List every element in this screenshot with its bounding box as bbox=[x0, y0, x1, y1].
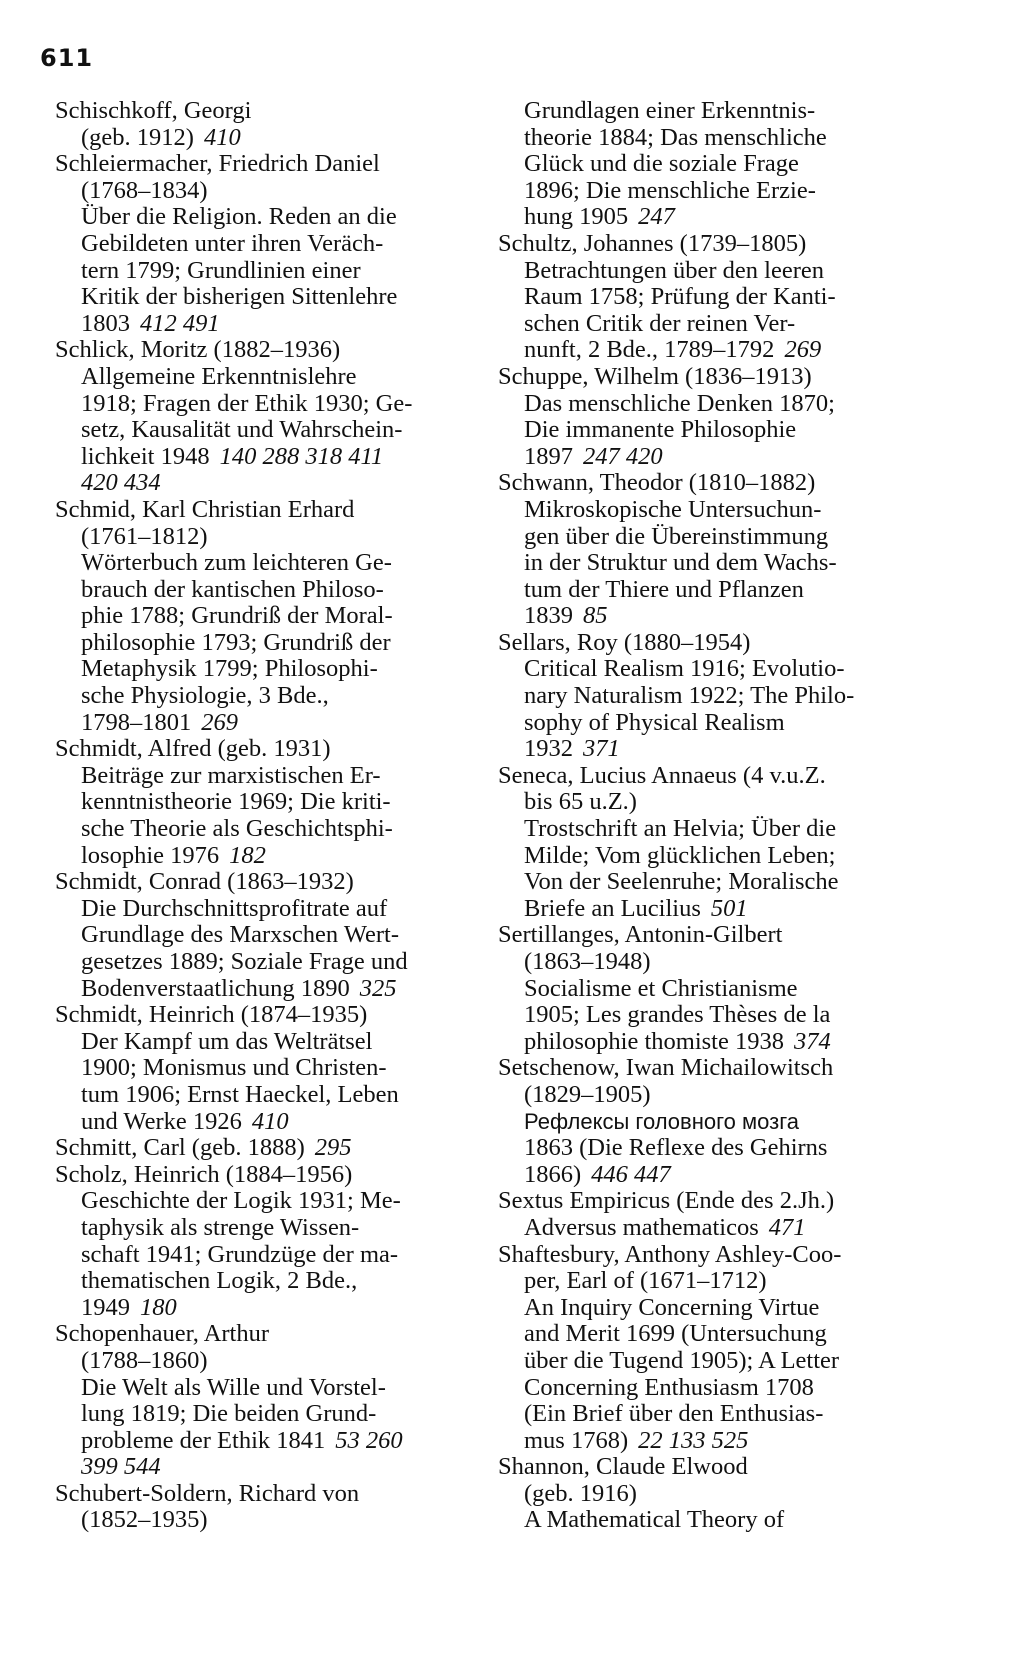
index-subline bbox=[498, 524, 928, 551]
left-column bbox=[55, 98, 495, 1534]
page-references: 53 260 bbox=[335, 1426, 403, 1454]
page-references: 501 bbox=[710, 894, 748, 922]
entry-text: Betrachtungen über den leeren bbox=[524, 256, 824, 284]
index-subline bbox=[498, 391, 928, 418]
index-subline bbox=[498, 204, 928, 231]
entry-text: (1761–1812) bbox=[81, 522, 208, 550]
entry-text: tern 1799; Grundlinien einer bbox=[81, 256, 361, 284]
index-subline bbox=[498, 656, 928, 683]
index-subline bbox=[498, 789, 928, 816]
entry-text: philosophie 1793; Grundriß der bbox=[81, 628, 391, 656]
page-references: 180 bbox=[140, 1293, 177, 1321]
index-entry-heading bbox=[498, 231, 928, 258]
entry-text: Shaftesbury, Anthony Ashley-Coo- bbox=[498, 1240, 842, 1268]
entry-text: 1949 bbox=[81, 1293, 130, 1321]
index-subline bbox=[498, 311, 928, 338]
index-subline bbox=[55, 284, 495, 311]
entry-text: bis 65 u.Z.) bbox=[524, 788, 637, 816]
page-references: 247 bbox=[638, 203, 675, 231]
entry-text: Sextus Empiricus (Ende des 2.Jh.) bbox=[498, 1187, 835, 1215]
entry-text: theorie 1884; Das menschliche bbox=[524, 123, 827, 151]
index-subline bbox=[498, 1428, 928, 1455]
index-subline bbox=[55, 524, 495, 551]
index-subline bbox=[498, 577, 928, 604]
entry-text: 1932 bbox=[524, 735, 573, 763]
entry-text: (geb. 1916) bbox=[524, 1479, 637, 1507]
index-entry-heading bbox=[55, 736, 495, 763]
entry-text: Scholz, Heinrich (1884–1956) bbox=[55, 1160, 353, 1188]
index-subline bbox=[55, 603, 495, 630]
index-subline bbox=[55, 1029, 495, 1056]
index-subline bbox=[55, 1242, 495, 1269]
index-subline bbox=[498, 1348, 928, 1375]
page-references: 471 bbox=[768, 1213, 806, 1241]
index-entry-heading bbox=[498, 1188, 928, 1215]
index-entry-heading bbox=[498, 470, 928, 497]
index-subline bbox=[55, 949, 495, 976]
index-subline bbox=[498, 1295, 928, 1322]
index-subline bbox=[498, 896, 928, 923]
entry-text: sche Physiologie, 3 Bde., bbox=[81, 682, 329, 710]
index-subline bbox=[55, 1055, 495, 1082]
entry-text: (1768–1834) bbox=[81, 176, 208, 204]
page-references: 410 bbox=[203, 123, 241, 151]
index-subline bbox=[55, 843, 495, 870]
entry-text: Trostschrift an Helvia; Über die bbox=[524, 815, 837, 843]
entry-text: Grundlage des Marxschen Wert- bbox=[81, 921, 400, 949]
entry-text: and Merit 1699 (Untersuchung bbox=[524, 1320, 827, 1348]
entry-text: per, Earl of (1671–1712) bbox=[524, 1267, 767, 1295]
entry-text: Socialisme et Christianisme bbox=[524, 974, 798, 1002]
index-entry-heading bbox=[498, 630, 928, 657]
index-subline bbox=[55, 364, 495, 391]
entry-text: (1863–1948) bbox=[524, 948, 651, 975]
index-subline bbox=[55, 1188, 495, 1215]
index-entry-heading bbox=[498, 364, 928, 391]
index-subline bbox=[498, 258, 928, 285]
entry-text: Schuppe, Wilhelm (1836–1913) bbox=[498, 362, 812, 390]
entry-text: Sellars, Roy (1880–1954) bbox=[498, 628, 751, 656]
index-subline bbox=[55, 391, 495, 418]
index-subline bbox=[498, 497, 928, 524]
index-entry-heading bbox=[55, 1481, 495, 1508]
index-subline bbox=[498, 178, 928, 205]
index-subline bbox=[55, 1428, 495, 1455]
page-references: 247 420 bbox=[583, 442, 663, 470]
index-subline bbox=[55, 1215, 495, 1242]
index-subline bbox=[498, 1029, 928, 1056]
index-subline bbox=[55, 550, 495, 577]
entry-text: Milde; Vom glücklichen Leben; bbox=[524, 841, 836, 869]
entry-text: Schubert-Soldern, Richard von bbox=[55, 1479, 360, 1507]
entry-text: Von der Seelenruhe; Moralische bbox=[524, 868, 839, 896]
index-subline bbox=[498, 1481, 928, 1508]
entry-text: An Inquiry Concerning Virtue bbox=[524, 1293, 820, 1321]
entry-text: Die Durchschnittsprofitrate auf bbox=[81, 894, 388, 922]
entry-text: nary Naturalism 1922; The Philo- bbox=[524, 682, 855, 710]
index-subline bbox=[55, 630, 495, 657]
entry-text: hung 1905 bbox=[524, 203, 629, 231]
index-subline bbox=[498, 151, 928, 178]
entry-text: brauch der kantischen Philoso- bbox=[81, 575, 384, 603]
entry-text: 1896; Die menschliche Erzie- bbox=[524, 176, 816, 204]
index-subline bbox=[498, 1215, 928, 1242]
page-references: 410 bbox=[251, 1107, 289, 1135]
index-entry-heading bbox=[498, 763, 928, 790]
entry-text: phie 1788; Grundriß der Moral- bbox=[81, 602, 393, 630]
index-entry-heading bbox=[55, 337, 495, 364]
entry-text: 1866) bbox=[524, 1160, 582, 1188]
index-subline bbox=[498, 337, 928, 364]
entry-text: lichkeit 1948 bbox=[81, 442, 210, 470]
index-subline bbox=[55, 444, 495, 471]
entry-text: Schopenhauer, Arthur bbox=[55, 1320, 270, 1348]
index-entry-heading bbox=[55, 1321, 495, 1348]
entry-text: lung 1819; Die beiden Grund- bbox=[81, 1400, 377, 1428]
entry-text: sophy of Physical Realism bbox=[524, 708, 785, 736]
entry-text: Schmitt, Carl (geb. 1888) bbox=[55, 1134, 305, 1162]
page-references: 374 bbox=[793, 1027, 831, 1055]
index-subline bbox=[55, 1082, 495, 1109]
index-subline bbox=[498, 976, 928, 1003]
index-subline bbox=[498, 710, 928, 737]
entry-text: Kritik der bisherigen Sittenlehre bbox=[81, 283, 398, 311]
index-subline bbox=[55, 922, 495, 949]
index-subline bbox=[55, 896, 495, 923]
entry-text: probleme der Ethik 1841 bbox=[81, 1426, 326, 1454]
index-subline bbox=[498, 603, 928, 630]
entry-text: Die Welt als Wille und Vorstel- bbox=[81, 1373, 386, 1401]
entry-text: (Ein Brief über den Enthusias- bbox=[524, 1400, 824, 1428]
index-subline bbox=[55, 789, 495, 816]
index-subline bbox=[55, 656, 495, 683]
index-subline bbox=[55, 178, 495, 205]
entry-text: Gebildeten unter ihren Veräch- bbox=[81, 229, 384, 257]
index-subline bbox=[498, 736, 928, 763]
index-subline bbox=[498, 417, 928, 444]
index-entry-heading bbox=[55, 98, 495, 125]
entry-text: Allgemeine Erkenntnislehre bbox=[81, 362, 357, 390]
page-number: 611 bbox=[40, 44, 94, 72]
index-entry-heading bbox=[498, 1454, 928, 1481]
entry-text: Concerning Enthusiasm 1708 bbox=[524, 1373, 814, 1401]
index-subline bbox=[498, 1507, 928, 1534]
index-subline bbox=[55, 1348, 495, 1375]
entry-text: 1897 bbox=[524, 442, 573, 470]
entry-text: Рефлексы головного мозга bbox=[524, 1108, 799, 1134]
entry-text: Glück und die soziale Frage bbox=[524, 150, 799, 178]
index-subline bbox=[498, 1082, 928, 1109]
entry-text: 1803 bbox=[81, 309, 130, 337]
index-entry-heading bbox=[55, 1135, 495, 1162]
index-subline bbox=[55, 204, 495, 231]
entry-text: schen Critik der reinen Ver- bbox=[524, 309, 796, 337]
index-subline bbox=[55, 311, 495, 338]
entry-text: Schultz, Johannes (1739–1805) bbox=[498, 229, 807, 257]
entry-text: 1798–1801 bbox=[81, 708, 192, 736]
entry-text: (geb. 1912) bbox=[81, 123, 194, 151]
index-subline bbox=[55, 683, 495, 710]
entry-text: mus 1768) bbox=[524, 1426, 629, 1454]
index-subline bbox=[498, 869, 928, 896]
entry-text: gesetzes 1889; Soziale Frage und bbox=[81, 948, 408, 975]
entry-text: taphysik als strenge Wissen- bbox=[81, 1213, 360, 1241]
index-subline bbox=[498, 843, 928, 870]
entry-text: Beiträge zur marxistischen Er- bbox=[81, 761, 381, 789]
index-subline bbox=[498, 1109, 928, 1136]
entry-text: Schmidt, Conrad (1863–1932) bbox=[55, 868, 354, 896]
entry-text: (1788–1860) bbox=[81, 1346, 208, 1374]
index-subline bbox=[498, 1162, 928, 1189]
index-subline bbox=[498, 683, 928, 710]
entry-text: 1900; Monismus und Christen- bbox=[81, 1054, 387, 1082]
page-references: 412 491 bbox=[140, 309, 220, 337]
entry-text: 1905; Les grandes Thèses de la bbox=[524, 1001, 831, 1029]
index-subline bbox=[55, 258, 495, 285]
index-subline bbox=[55, 417, 495, 444]
entry-text: Schmid, Karl Christian Erhard bbox=[55, 495, 355, 523]
index-subline bbox=[498, 98, 928, 125]
index-subline bbox=[55, 1109, 495, 1136]
entry-text: Seneca, Lucius Annaeus (4 v.u.Z. bbox=[498, 761, 826, 789]
index-subline bbox=[55, 577, 495, 604]
index-entry-heading bbox=[55, 869, 495, 896]
page-references: 182 bbox=[229, 841, 266, 869]
page-references: 399 544 bbox=[81, 1453, 161, 1481]
entry-text: Shannon, Claude Elwood bbox=[498, 1453, 748, 1481]
entry-text: Über die Religion. Reden an die bbox=[81, 203, 397, 231]
entry-text: setz, Kausalität und Wahrschein- bbox=[81, 416, 403, 444]
entry-text: tum der Thiere und Pflanzen bbox=[524, 575, 804, 603]
entry-text: Schischkoff, Georgi bbox=[55, 97, 252, 124]
index-subline bbox=[55, 1295, 495, 1322]
entry-text: Setschenow, Iwan Michailowitsch bbox=[498, 1054, 834, 1082]
entry-text: Das menschliche Denken 1870; bbox=[524, 389, 835, 417]
entry-text: gen über die Übereinstimmung bbox=[524, 522, 829, 550]
page-references: 446 447 bbox=[591, 1160, 671, 1188]
entry-text: Wörterbuch zum leichteren Ge- bbox=[81, 549, 392, 577]
index-subline bbox=[498, 1268, 928, 1295]
entry-text: Briefe an Lucilius bbox=[524, 894, 701, 922]
entry-text: schaft 1941; Grundzüge der ma- bbox=[81, 1240, 399, 1268]
page-references: 85 bbox=[583, 602, 608, 630]
entry-text: philosophie thomiste 1938 bbox=[524, 1027, 784, 1055]
index-subline bbox=[498, 444, 928, 471]
entry-text: in der Struktur und dem Wachs- bbox=[524, 549, 837, 577]
entry-text: thematischen Logik, 2 Bde., bbox=[81, 1267, 358, 1295]
index-subline bbox=[55, 1268, 495, 1295]
entry-text: Adversus mathematicos bbox=[524, 1213, 759, 1241]
index-subline bbox=[55, 1375, 495, 1402]
index-subline bbox=[498, 949, 928, 976]
entry-text: und Werke 1926 bbox=[81, 1107, 242, 1135]
page-references: 22 133 525 bbox=[638, 1426, 749, 1454]
entry-text: sche Theorie als Geschichtsphi- bbox=[81, 815, 393, 843]
index-entry-heading bbox=[55, 1002, 495, 1029]
index-subline bbox=[55, 816, 495, 843]
entry-text: losophie 1976 bbox=[81, 841, 220, 869]
index-entry-heading bbox=[55, 1162, 495, 1189]
entry-text: (1829–1905) bbox=[524, 1080, 651, 1108]
entry-text: Schwann, Theodor (1810–1882) bbox=[498, 469, 816, 497]
index-subline bbox=[498, 125, 928, 152]
entry-text: A Mathematical Theory of bbox=[524, 1506, 785, 1534]
index-subline bbox=[55, 976, 495, 1003]
index-entry-heading bbox=[498, 1242, 928, 1269]
page-references: 140 288 318 411 bbox=[219, 442, 384, 470]
entry-text: Schlick, Moritz (1882–1936) bbox=[55, 336, 341, 364]
entry-text: über die Tugend 1905); A Letter bbox=[524, 1346, 840, 1374]
index-subline bbox=[498, 550, 928, 577]
entry-text: Critical Realism 1916; Evolutio- bbox=[524, 655, 845, 683]
entry-text: Mikroskopische Untersuchun- bbox=[524, 495, 822, 523]
index-subline bbox=[498, 1321, 928, 1348]
page-references: 420 434 bbox=[81, 469, 161, 497]
index-subline bbox=[55, 763, 495, 790]
entry-text: (1852–1935) bbox=[81, 1506, 208, 1534]
index-subline bbox=[498, 816, 928, 843]
entry-text: tum 1906; Ernst Haeckel, Leben bbox=[81, 1080, 399, 1108]
entry-text: nunft, 2 Bde., 1789–1792 bbox=[524, 336, 775, 364]
entry-text: kenntnistheorie 1969; Die kriti- bbox=[81, 788, 391, 816]
index-subline bbox=[55, 1507, 495, 1534]
entry-text: 1918; Fragen der Ethik 1930; Ge- bbox=[81, 389, 413, 417]
index-subline bbox=[55, 231, 495, 258]
entry-text: Schleiermacher, Friedrich Daniel bbox=[55, 150, 380, 178]
index-subline bbox=[55, 1401, 495, 1428]
index-subline bbox=[498, 1375, 928, 1402]
entry-text: 1863 (Die Reflexe des Gehirns bbox=[524, 1134, 828, 1162]
entry-text: Geschichte der Logik 1931; Me- bbox=[81, 1187, 401, 1215]
page-references: 325 bbox=[359, 974, 397, 1002]
index-subline bbox=[498, 284, 928, 311]
page-references: 269 bbox=[784, 336, 822, 364]
index-entry-heading bbox=[498, 1055, 928, 1082]
index-subline bbox=[55, 470, 495, 497]
index-entry-heading bbox=[55, 497, 495, 524]
right-column bbox=[498, 98, 928, 1534]
page-references: 371 bbox=[583, 735, 620, 763]
index-subline bbox=[498, 1401, 928, 1428]
entry-text: Bodenverstaatlichung 1890 bbox=[81, 974, 350, 1002]
entry-text: Schmidt, Heinrich (1874–1935) bbox=[55, 1001, 368, 1029]
entry-text: Sertillanges, Antonin-Gilbert bbox=[498, 921, 783, 949]
entry-text: Die immanente Philosophie bbox=[524, 416, 797, 444]
entry-text: 1839 bbox=[524, 602, 573, 630]
index-subline bbox=[498, 1135, 928, 1162]
entry-text: Der Kampf um das Welträtsel bbox=[81, 1027, 373, 1055]
entry-text: Metaphysik 1799; Philosophi- bbox=[81, 655, 378, 683]
index-subline bbox=[55, 710, 495, 737]
entry-text: Schmidt, Alfred (geb. 1931) bbox=[55, 735, 331, 763]
index-entry-heading bbox=[55, 151, 495, 178]
index-subline bbox=[498, 1002, 928, 1029]
page-references: 295 bbox=[314, 1134, 352, 1162]
entry-text: Raum 1758; Prüfung der Kanti- bbox=[524, 283, 836, 311]
index-subline bbox=[55, 1454, 495, 1481]
index-subline bbox=[55, 125, 495, 152]
entry-text: Grundlagen einer Erkenntnis- bbox=[524, 97, 816, 124]
index-entry-heading bbox=[498, 922, 928, 949]
page-references: 269 bbox=[201, 708, 238, 736]
